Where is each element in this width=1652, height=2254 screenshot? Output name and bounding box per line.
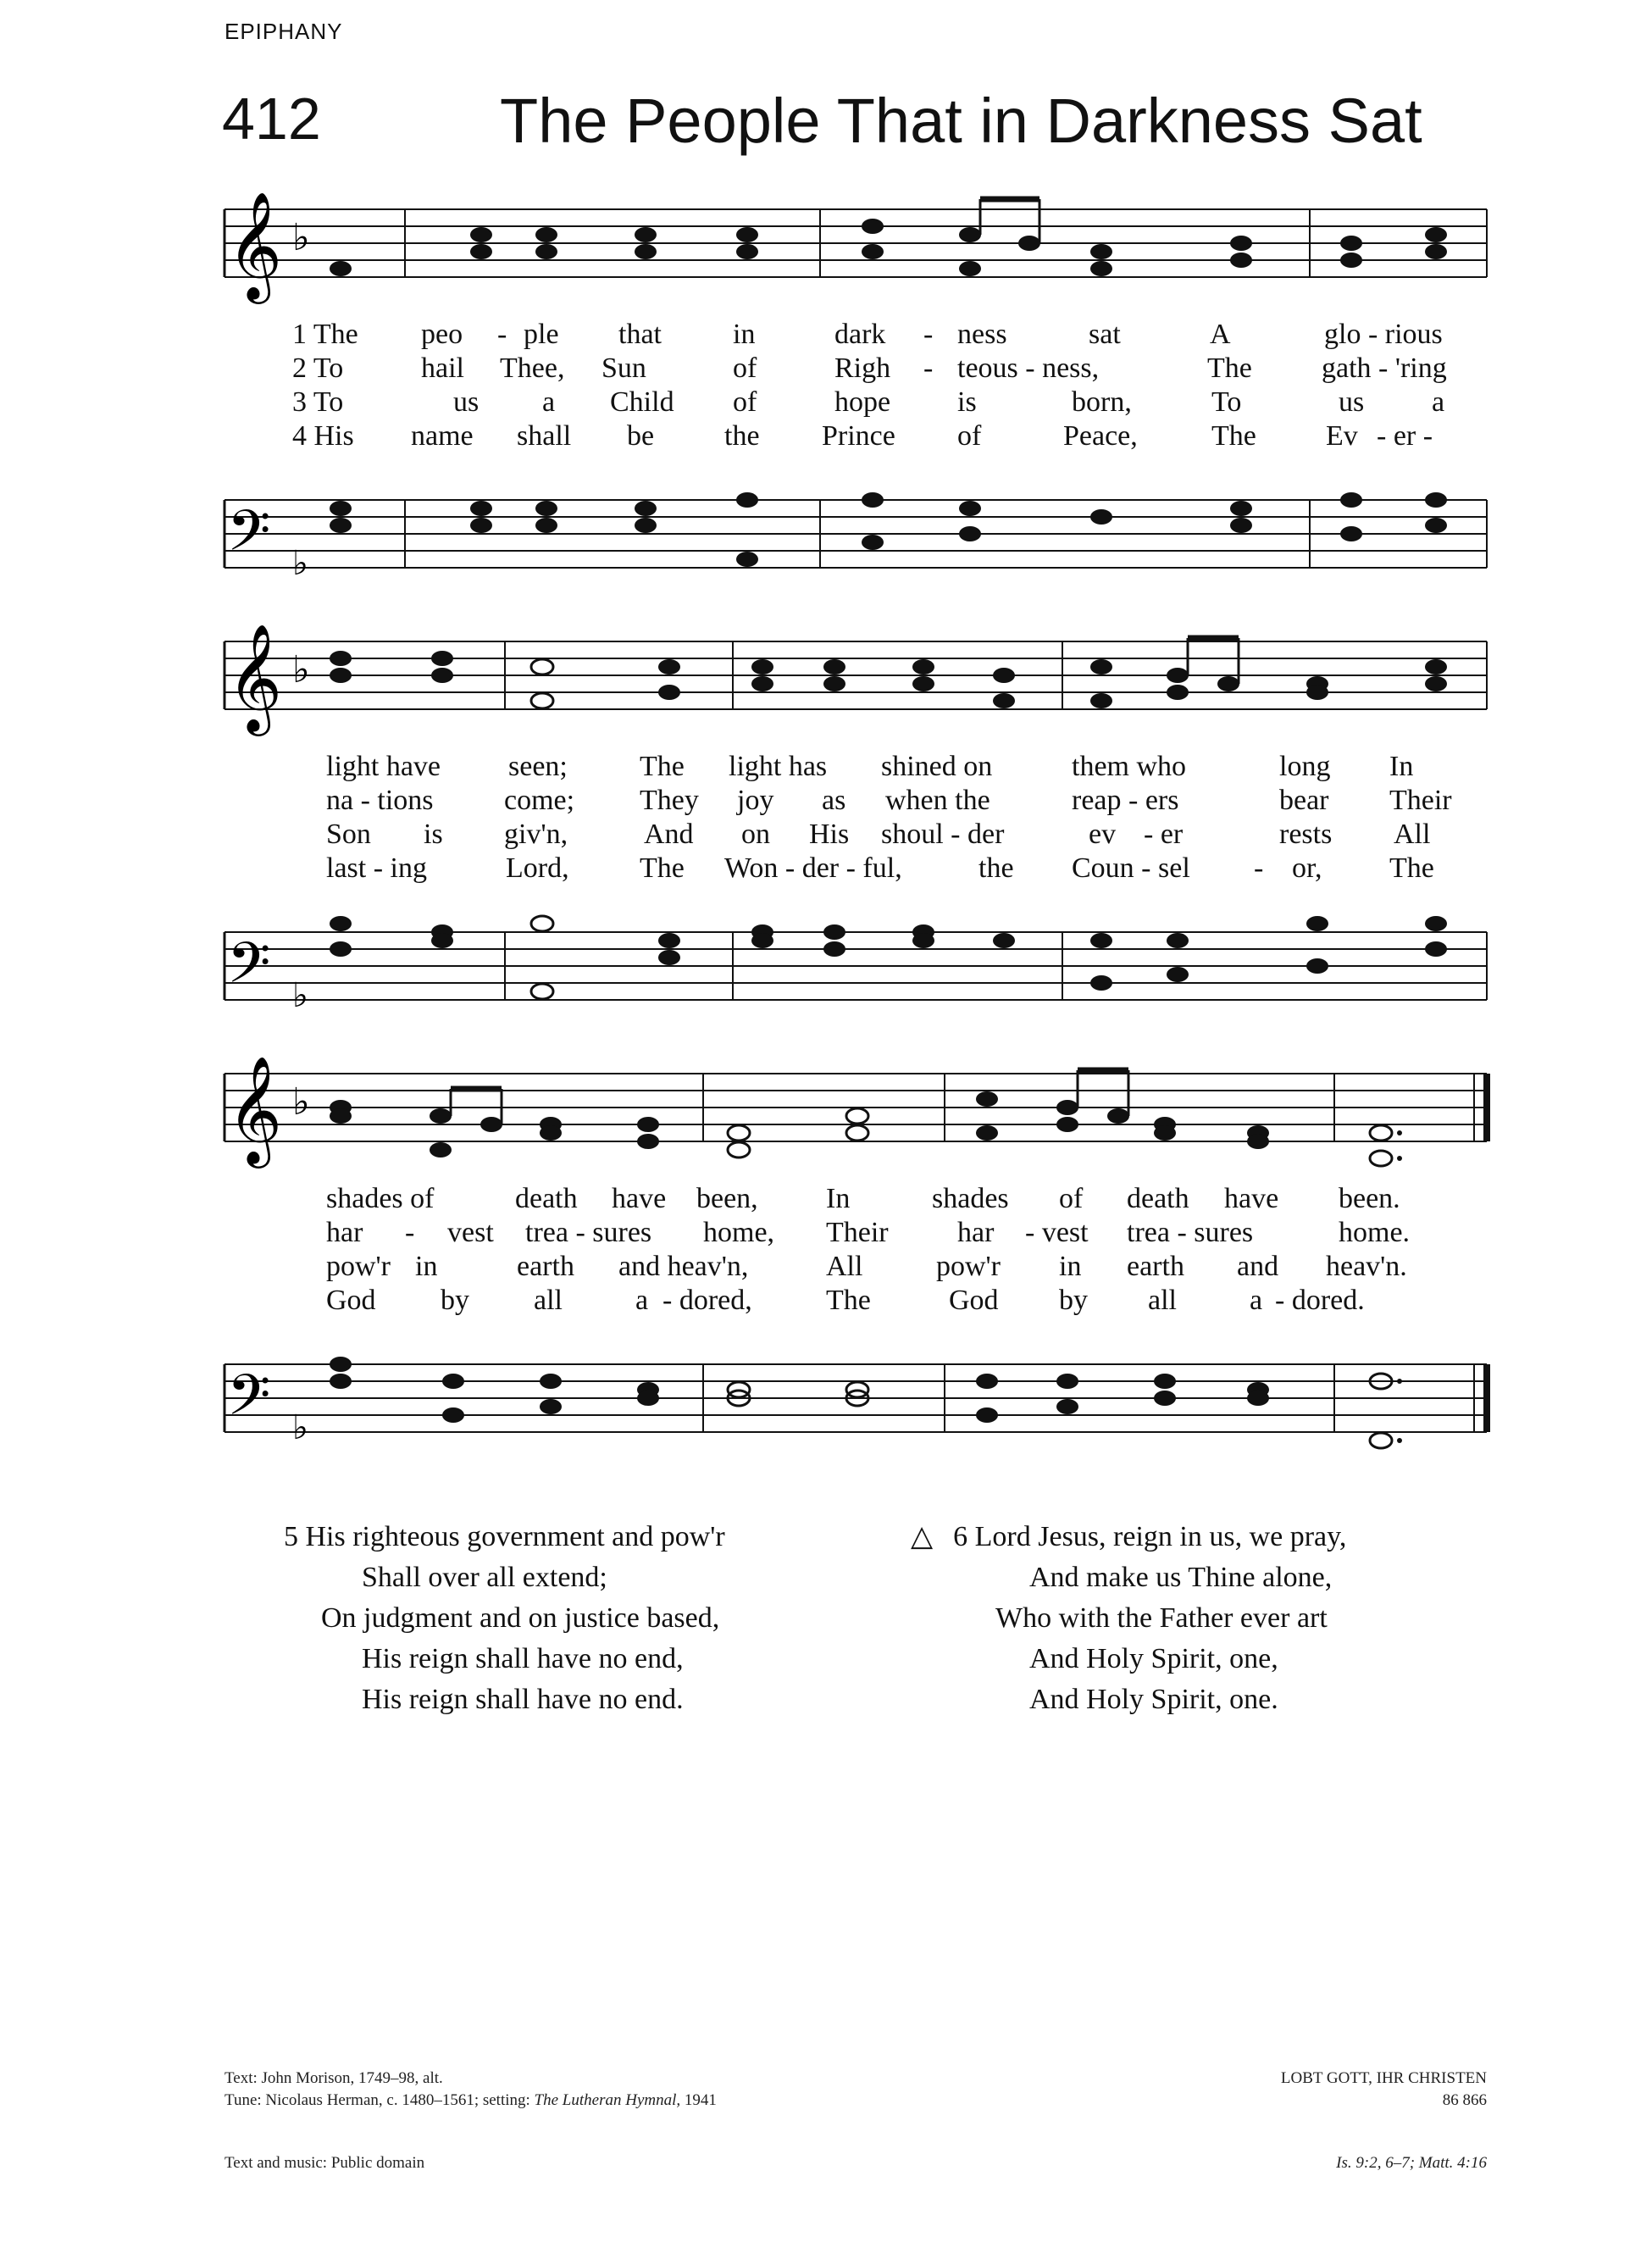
svg-text:♭: ♭ bbox=[292, 976, 308, 1015]
section-label: EPIPHANY bbox=[225, 19, 343, 44]
syllable: The bbox=[1389, 852, 1434, 884]
syllable: a bbox=[1250, 1285, 1263, 1316]
syllable: heav'n. bbox=[1326, 1251, 1407, 1282]
syllable: God bbox=[326, 1285, 376, 1316]
syllable: and heav'n, bbox=[618, 1251, 749, 1282]
lyric-line bbox=[0, 784, 1652, 818]
svg-text:𝄞: 𝄞 bbox=[227, 191, 283, 299]
copyright: Text and music: Public domain bbox=[225, 2154, 425, 2172]
syllable: shades bbox=[932, 1183, 1009, 1214]
lyrics-system-2 bbox=[0, 750, 1652, 890]
syllable: of bbox=[1059, 1183, 1084, 1214]
syllable: the bbox=[978, 852, 1014, 884]
svg-text:♭: ♭ bbox=[292, 648, 310, 691]
syllable: and bbox=[1237, 1251, 1279, 1282]
lyric-line bbox=[0, 1250, 1652, 1284]
syllable: shall bbox=[517, 420, 572, 452]
syllable: the bbox=[724, 420, 760, 452]
syllable: In bbox=[826, 1183, 851, 1214]
verse-line bbox=[911, 1517, 1346, 1557]
lyric-line bbox=[0, 750, 1652, 784]
syllable: The bbox=[1207, 353, 1252, 384]
syllable: been. bbox=[1339, 1183, 1400, 1214]
tune-credit: Tune: Nicolaus Herman, c. 1480–1561; setting: The Lutheran Hymnal, 1941 bbox=[225, 2091, 717, 2109]
syllable: - bbox=[923, 353, 934, 384]
syllable: har bbox=[326, 1217, 363, 1248]
syllable: by bbox=[1059, 1285, 1088, 1316]
syllable: have bbox=[1224, 1183, 1279, 1214]
syllable: is bbox=[424, 819, 443, 850]
lyrics-system-3 bbox=[0, 1182, 1652, 1322]
verse-line: And Holy Spirit, one, bbox=[1029, 1643, 1278, 1674]
syllable: glo - rious bbox=[1324, 319, 1443, 350]
verse-5 bbox=[284, 1517, 725, 1720]
syllable: Ev bbox=[1326, 420, 1358, 452]
lyric-line bbox=[0, 352, 1652, 386]
verse-line-text: 6 Lord Jesus, reign in us, we pray, bbox=[953, 1521, 1347, 1552]
syllable: bear bbox=[1279, 785, 1329, 816]
hymn-number: 412 bbox=[222, 86, 321, 152]
syllable: when the bbox=[885, 785, 990, 816]
syllable: - dored. bbox=[1275, 1285, 1365, 1316]
bass-staff-1 bbox=[0, 466, 1652, 593]
syllable: Prince bbox=[822, 420, 895, 452]
syllable: - bbox=[405, 1217, 415, 1248]
syllable: by bbox=[441, 1285, 469, 1316]
syllable: God bbox=[949, 1285, 999, 1316]
syllable: They bbox=[640, 785, 699, 816]
verse-line: His reign shall have no end, bbox=[362, 1643, 684, 1674]
syllable: trea - sures bbox=[525, 1217, 652, 1248]
lyric-line bbox=[0, 852, 1652, 886]
lyric-line bbox=[0, 1182, 1652, 1216]
syllable: a bbox=[635, 1285, 649, 1316]
svg-text:♭: ♭ bbox=[292, 544, 308, 583]
syllable: pow'r bbox=[326, 1251, 391, 1282]
syllable: of bbox=[733, 353, 757, 384]
syllable: Sun bbox=[601, 353, 646, 384]
lyric-line bbox=[0, 419, 1652, 453]
syllable: A bbox=[1210, 319, 1231, 350]
syllable: dark bbox=[834, 319, 886, 350]
syllable: The bbox=[826, 1285, 871, 1316]
syllable: - er bbox=[1144, 819, 1184, 850]
syllable: Won - der - ful, bbox=[724, 852, 902, 884]
svg-text:𝄢: 𝄢 bbox=[227, 498, 271, 577]
syllable: in bbox=[733, 319, 756, 350]
syllable: in bbox=[415, 1251, 438, 1282]
syllable: Their bbox=[1389, 785, 1452, 816]
syllable: ple bbox=[524, 319, 559, 350]
syllable: come; bbox=[504, 785, 575, 816]
scripture-reference: Is. 9:2, 6–7; Matt. 4:16 bbox=[1336, 2154, 1487, 2172]
syllable: - vest bbox=[1025, 1217, 1089, 1248]
syllable: a bbox=[1432, 386, 1445, 418]
syllable: in bbox=[1059, 1251, 1082, 1282]
syllable: The bbox=[640, 751, 685, 782]
syllable: shined on bbox=[881, 751, 993, 782]
syllable: To bbox=[1211, 386, 1242, 418]
syllable: sat bbox=[1089, 319, 1121, 350]
treble-staff-3 bbox=[0, 1055, 1652, 1182]
syllable: Child bbox=[610, 386, 674, 418]
credits-right bbox=[1281, 2068, 1487, 2112]
syllable: is bbox=[957, 386, 977, 418]
syllable: 3 To bbox=[292, 386, 344, 418]
text-credit: Text: John Morison, 1749–98, alt. bbox=[225, 2069, 443, 2087]
syllable: The bbox=[640, 852, 685, 884]
syllable: born, bbox=[1072, 386, 1132, 418]
treble-staff-1 bbox=[0, 191, 1652, 326]
syllable: death bbox=[515, 1183, 578, 1214]
syllable: pow'r bbox=[936, 1251, 1001, 1282]
credits-left bbox=[225, 2068, 717, 2112]
syllable: light has bbox=[729, 751, 828, 782]
syllable: joy bbox=[737, 785, 774, 816]
tune-source: The Lutheran Hymnal, bbox=[534, 2091, 681, 2109]
syllable: In bbox=[1389, 751, 1414, 782]
syllable: of bbox=[733, 386, 757, 418]
syllable: All bbox=[826, 1251, 863, 1282]
lyrics-system-1 bbox=[0, 318, 1652, 458]
meter: 86 866 bbox=[1442, 2091, 1487, 2109]
syllable: home. bbox=[1339, 1217, 1411, 1248]
svg-text:♭: ♭ bbox=[292, 1408, 308, 1447]
verse-6 bbox=[911, 1517, 1346, 1720]
syllable: Righ bbox=[834, 353, 891, 384]
verse-line: His reign shall have no end. bbox=[362, 1684, 684, 1715]
syllable: gath - 'ring bbox=[1322, 353, 1447, 384]
syllable: of bbox=[957, 420, 982, 452]
syllable: home, bbox=[703, 1217, 775, 1248]
syllable: name bbox=[411, 420, 474, 452]
lyric-line bbox=[0, 818, 1652, 852]
verse-line: And Holy Spirit, one. bbox=[1029, 1684, 1278, 1715]
syllable: last - ing bbox=[326, 852, 427, 884]
syllable: ness bbox=[957, 319, 1007, 350]
tune-name: LOBT GOTT, IHR CHRISTEN bbox=[1280, 2069, 1487, 2087]
syllable: shades of bbox=[326, 1183, 435, 1214]
syllable: Their bbox=[826, 1217, 889, 1248]
syllable: light have bbox=[326, 751, 441, 782]
syllable: ev bbox=[1089, 819, 1117, 850]
lyric-line bbox=[0, 318, 1652, 352]
triangle-icon: △ bbox=[911, 1521, 934, 1552]
svg-text:𝄞: 𝄞 bbox=[227, 1055, 283, 1163]
syllable: us bbox=[453, 386, 480, 418]
verse-line: Shall over all extend; bbox=[362, 1562, 607, 1593]
syllable: hope bbox=[834, 386, 891, 418]
syllable: seen; bbox=[508, 751, 568, 782]
syllable: hail bbox=[421, 353, 464, 384]
lyric-line bbox=[0, 1284, 1652, 1318]
syllable: 4 His bbox=[292, 420, 354, 452]
syllable: - er - bbox=[1377, 420, 1433, 452]
svg-text:𝄢: 𝄢 bbox=[227, 1363, 271, 1441]
syllable: peo bbox=[421, 319, 463, 350]
syllable: trea - sures bbox=[1127, 1217, 1254, 1248]
syllable: long bbox=[1279, 751, 1331, 782]
bass-staff-3 bbox=[0, 1330, 1652, 1457]
tune-year: 1941 bbox=[684, 2091, 717, 2109]
syllable: that bbox=[618, 319, 662, 350]
syllable: 2 To bbox=[292, 353, 344, 384]
syllable: on bbox=[741, 819, 770, 850]
svg-text:𝄞: 𝄞 bbox=[227, 623, 283, 731]
syllable: - dored, bbox=[662, 1285, 752, 1316]
syllable: rests bbox=[1279, 819, 1333, 850]
syllable: as bbox=[822, 785, 846, 816]
verse-line: And make us Thine alone, bbox=[1029, 1562, 1333, 1593]
syllable: giv'n, bbox=[504, 819, 568, 850]
syllable: har bbox=[957, 1217, 995, 1248]
syllable: shoul - der bbox=[881, 819, 1005, 850]
syllable: all bbox=[534, 1285, 563, 1316]
hymn-title: The People That in Darkness Sat bbox=[500, 86, 1422, 156]
syllable: na - tions bbox=[326, 785, 434, 816]
syllable: earth bbox=[517, 1251, 574, 1282]
svg-text:♭: ♭ bbox=[292, 1080, 310, 1124]
syllable: vest bbox=[447, 1217, 494, 1248]
syllable: And bbox=[644, 819, 694, 850]
syllable: us bbox=[1339, 386, 1365, 418]
syllable: all bbox=[1148, 1285, 1177, 1316]
syllable: The bbox=[1211, 420, 1256, 452]
syllable: - bbox=[497, 319, 507, 350]
syllable: earth bbox=[1127, 1251, 1184, 1282]
syllable: All bbox=[1394, 819, 1431, 850]
syllable: - bbox=[923, 319, 934, 350]
syllable: His bbox=[809, 819, 850, 850]
syllable: them who bbox=[1072, 751, 1187, 782]
svg-text:♭: ♭ bbox=[292, 216, 310, 259]
syllable: Coun - sel bbox=[1072, 852, 1190, 884]
treble-staff-2 bbox=[0, 623, 1652, 750]
bass-staff-2 bbox=[0, 898, 1652, 1025]
verse-line: Who with the Father ever art bbox=[995, 1602, 1328, 1634]
syllable: a bbox=[542, 386, 556, 418]
syllable: Lord, bbox=[506, 852, 569, 884]
syllable: 1 The bbox=[292, 319, 358, 350]
syllable: have bbox=[612, 1183, 667, 1214]
syllable: death bbox=[1127, 1183, 1189, 1214]
syllable: teous - ness, bbox=[957, 353, 1100, 384]
verse-line: On judgment and on justice based, bbox=[321, 1602, 720, 1634]
syllable: Thee, bbox=[500, 353, 565, 384]
syllable: or, bbox=[1292, 852, 1322, 884]
syllable: been, bbox=[696, 1183, 758, 1214]
lyric-line bbox=[0, 1216, 1652, 1250]
syllable: reap - ers bbox=[1072, 785, 1179, 816]
syllable: be bbox=[627, 420, 655, 452]
syllable: - bbox=[1254, 852, 1264, 884]
syllable: Son bbox=[326, 819, 371, 850]
lyric-line bbox=[0, 386, 1652, 419]
verse-line: 5 His righteous government and pow'r bbox=[284, 1521, 725, 1552]
syllable: Peace, bbox=[1063, 420, 1138, 452]
svg-text:𝄢: 𝄢 bbox=[227, 930, 271, 1009]
